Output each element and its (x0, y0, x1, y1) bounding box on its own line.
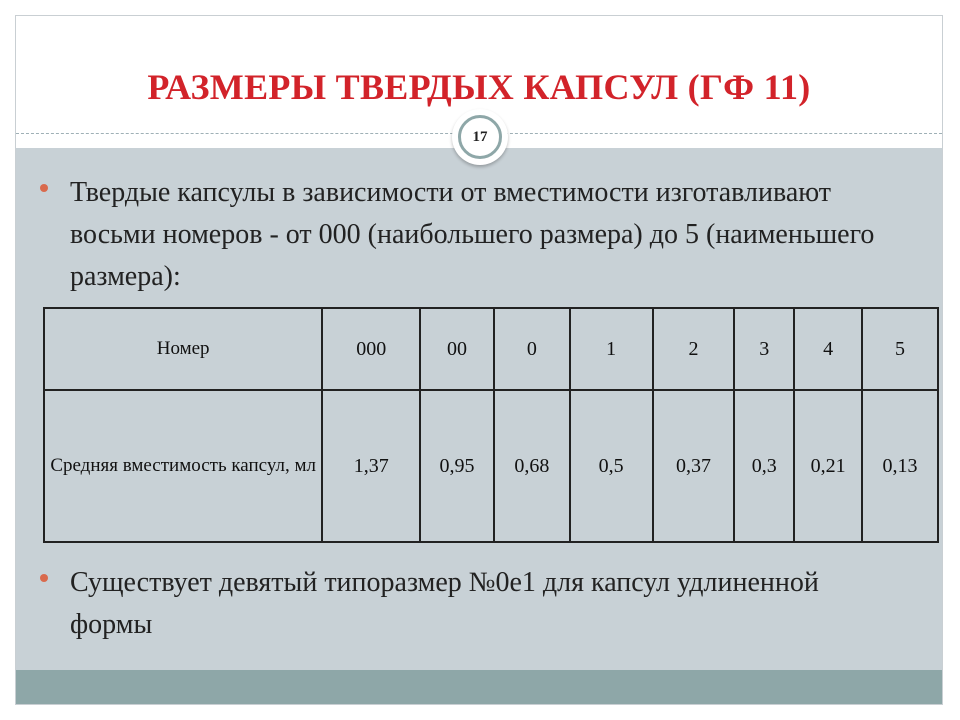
bullet-dot-icon (40, 574, 48, 582)
table-cell: 0,3 (734, 390, 794, 542)
table-cell: 2 (653, 308, 735, 390)
bullet-text-2: Существует девятый типоразмер №0е1 для капсул удлиненной формы (70, 567, 819, 640)
table-row-label: Средняя вместимость капсул, мл (44, 390, 322, 542)
table-header-label: Номер (44, 308, 322, 390)
table-cell: 4 (794, 308, 862, 390)
table-cell: 0,21 (794, 390, 862, 542)
table-cell: 1 (570, 308, 653, 390)
footer-bar (16, 670, 942, 704)
page-number: 17 (458, 115, 502, 159)
table-cell: 000 (322, 308, 420, 390)
bullet-item-2 (40, 562, 900, 646)
capsule-size-table (43, 307, 939, 543)
table-cell: 0,68 (494, 390, 570, 542)
slide-title: РАЗМЕРЫ ТВЕРДЫХ КАПСУЛ (ГФ 11) (147, 67, 811, 107)
table-cell: 0,37 (653, 390, 735, 542)
table-cell: 5 (862, 308, 938, 390)
table-cell: 00 (420, 308, 494, 390)
bullet-item-1 (40, 172, 900, 298)
table-cell: 0,13 (862, 390, 938, 542)
table-row (44, 308, 938, 390)
table-cell: 3 (734, 308, 794, 390)
table-row (44, 390, 938, 542)
bullet-dot-icon (40, 184, 48, 192)
table-cell: 0,95 (420, 390, 494, 542)
bullet-text-1: Твердые капсулы в зависимости от вместимости изготавливают восьми номеров - от 000 (наибольшего размера) до 5 (наименьшего размера): (70, 177, 875, 292)
table-cell: 0 (494, 308, 570, 390)
page-number-badge (452, 109, 508, 165)
table-cell: 0,5 (570, 390, 653, 542)
table-cell: 1,37 (322, 390, 420, 542)
